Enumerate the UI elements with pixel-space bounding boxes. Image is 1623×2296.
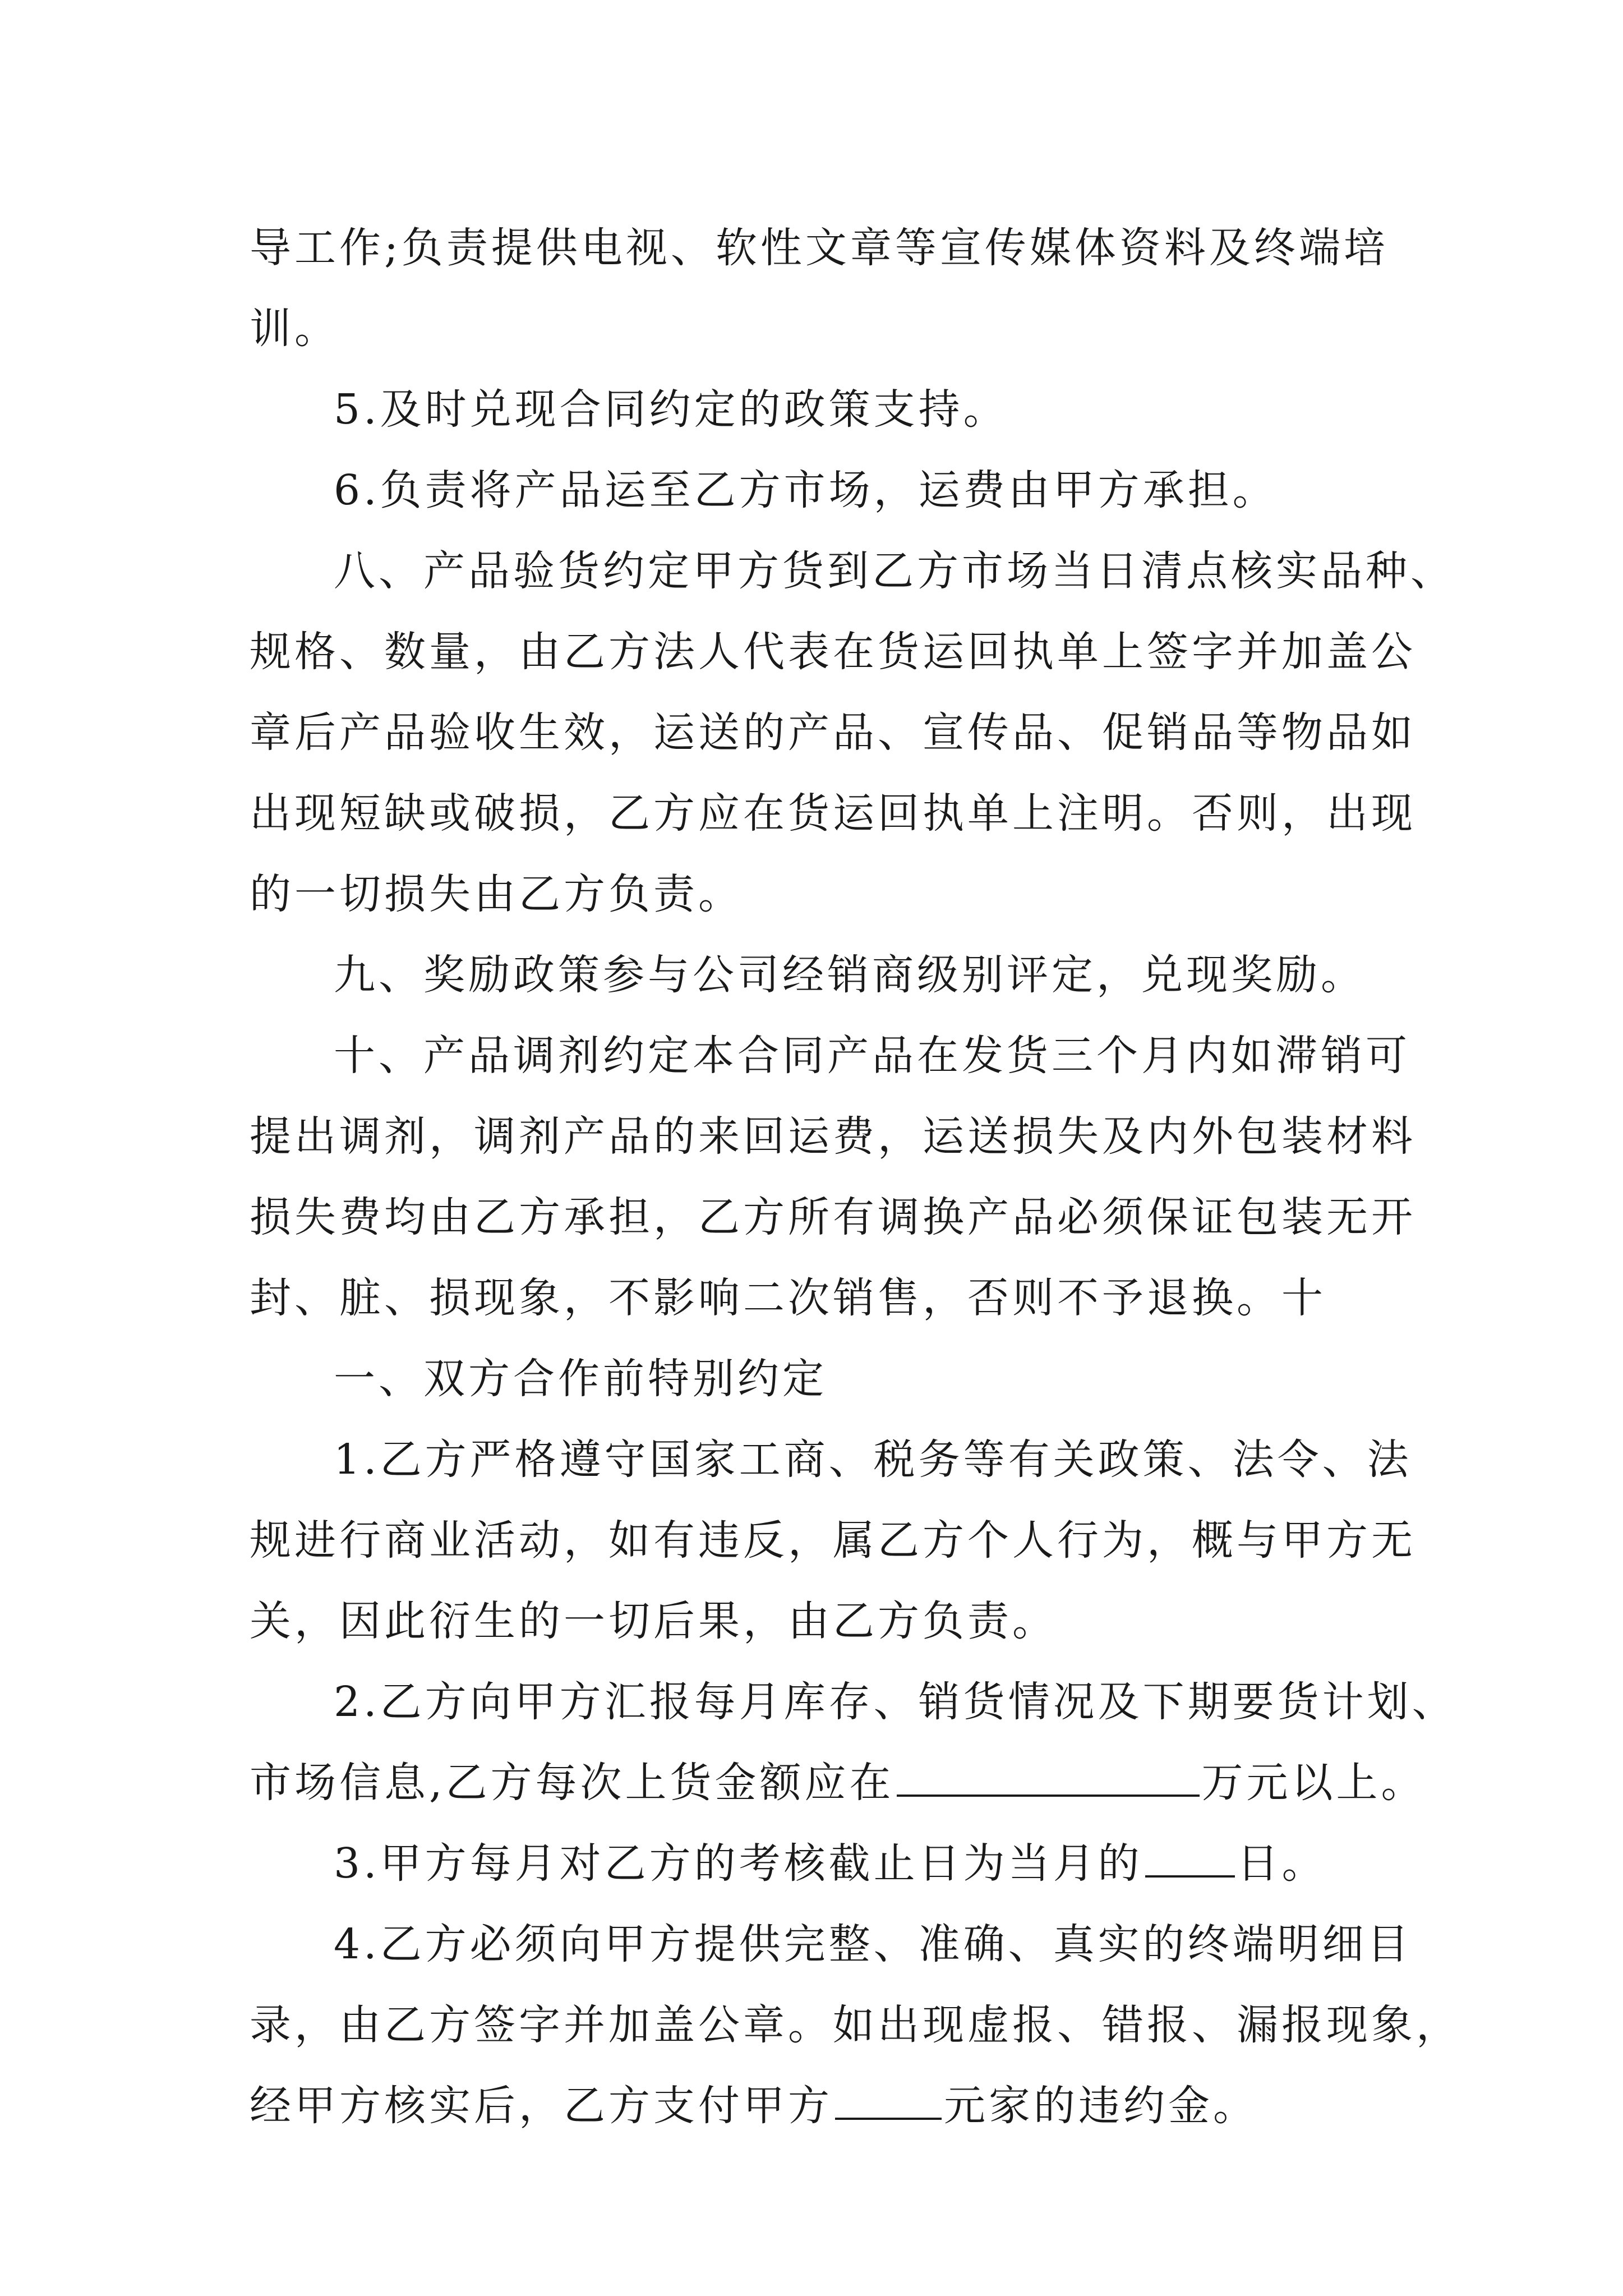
text-line: 损失费均由乙方承担，乙方所有调换产品必须保证包装无开 — [250, 1193, 1416, 1241]
text-line: 的一切损失由乙方负责。 — [250, 870, 743, 918]
text-line-with-blank — [250, 1823, 1388, 1904]
section-heading-line: 八、产品验货约定甲方货到乙方市场当日清点核实品种、 — [334, 547, 1455, 595]
text-line-with-blank — [250, 1742, 1426, 1823]
document-body — [250, 208, 1461, 2146]
text-line: 训。 — [250, 305, 339, 353]
text-line: 章后产品验收生效，运送的产品、宣传品、促销品等物品如 — [250, 708, 1416, 757]
text-segment: 市场信息,乙方每次上货金额应在 — [250, 1759, 895, 1807]
text-line: 导工作;负责提供电视、软性文章等宣传媒体资料及终端培 — [250, 224, 1389, 272]
text-line: 关，因此衍生的一切后果，由乙方负责。 — [250, 1597, 1057, 1645]
text-line: 录，由乙方签字并加盖公章。如出现虚报、错报、漏报现象， — [250, 2001, 1461, 2049]
text-line: 2.乙方向甲方汇报每月库存、销货情况及下期要货计划、 — [334, 1678, 1457, 1726]
text-line: 6.负责将产品运至乙方市场，运费由甲方承担。 — [334, 466, 1278, 514]
penalty-blank-field[interactable] — [835, 2083, 942, 2120]
text-segment: 万元以上。 — [1201, 1759, 1426, 1807]
text-line: 4.乙方必须向甲方提供完整、准确、真实的终端明细目 — [334, 1920, 1412, 1968]
text-line: 封、脏、损现象，不影响二次销售，否则不予退换。十 — [250, 1274, 1326, 1322]
text-segment: 日。 — [1237, 1839, 1327, 1888]
section-heading-line: 十、产品调剂约定本合同产品在发货三个月内如滞销可 — [334, 1032, 1410, 1080]
text-line: 5.及时兑现合同约定的政策支持。 — [334, 385, 1008, 434]
text-line: 出现短缺或破损，乙方应在货运回执单上注明。否则，出现 — [250, 789, 1416, 838]
text-segment: 经甲方核实后，乙方支付甲方 — [250, 2082, 833, 2130]
section-heading-line: 九、奖励政策参与公司经销商级别评定，兑现奖励。 — [334, 951, 1366, 999]
section-heading-line: 一、双方合作前特别约定 — [334, 1355, 827, 1403]
day-blank-field[interactable] — [1145, 1841, 1235, 1878]
amount-blank-field[interactable] — [897, 1760, 1200, 1797]
text-line: 1.乙方严格遵守国家工商、税务等有关政策、法令、法 — [334, 1435, 1412, 1484]
text-line: 规进行商业活动，如有违反，属乙方个人行为，概与甲方无 — [250, 1516, 1416, 1565]
text-segment: 元家的违约金。 — [944, 2082, 1258, 2130]
text-segment: 3.甲方每月对乙方的考核截止日为当月的 — [334, 1839, 1143, 1888]
text-line: 规格、数量，由乙方法人代表在货运回执单上签字并加盖公 — [250, 628, 1416, 676]
text-line: 提出调剂，调剂产品的来回运费，运送损失及内外包装材料 — [250, 1112, 1416, 1161]
text-line-with-blank — [250, 2065, 1388, 2146]
